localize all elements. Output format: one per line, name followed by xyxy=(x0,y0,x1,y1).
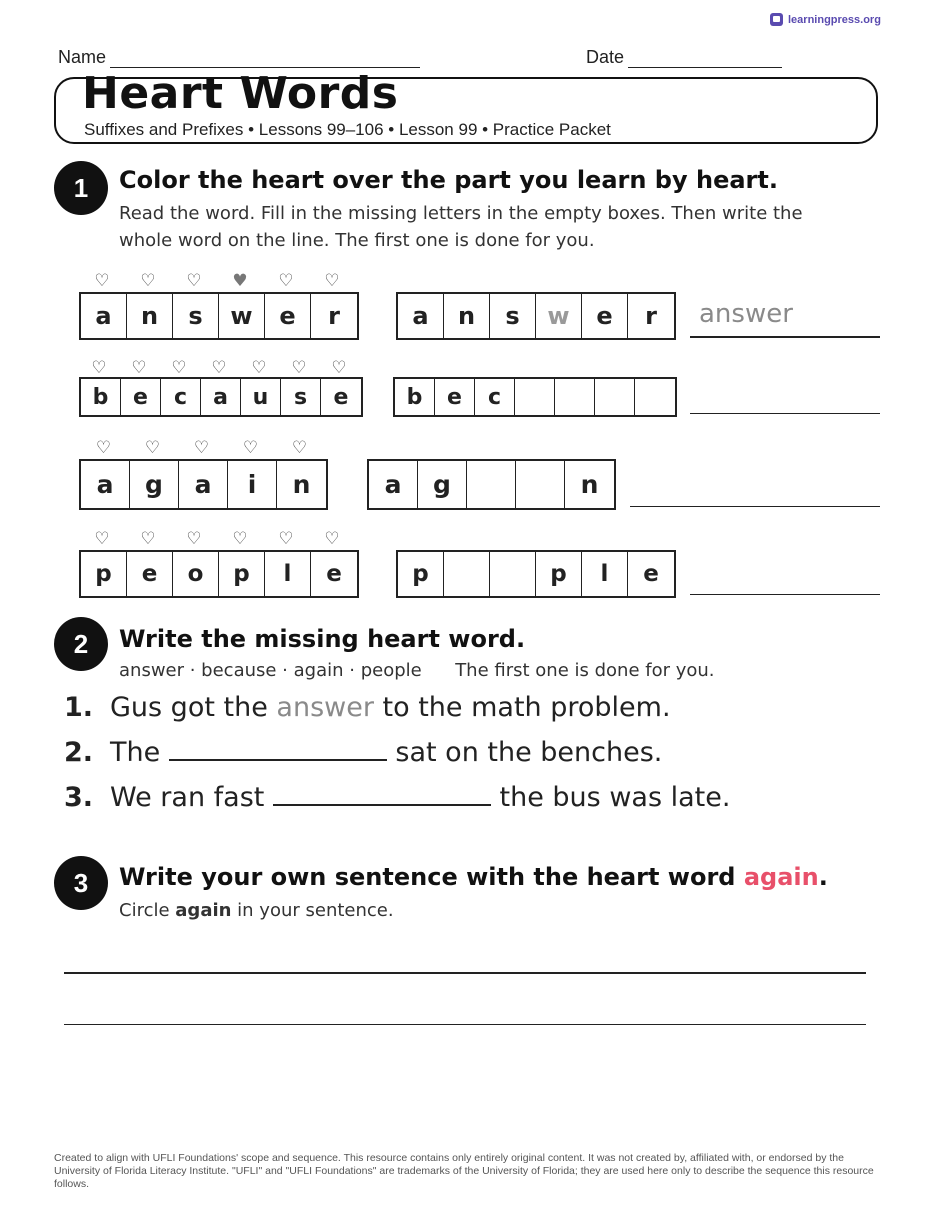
sentence-2 xyxy=(64,737,662,768)
letter-box: n xyxy=(292,470,311,499)
letter-box: a xyxy=(81,294,127,338)
word-letter-boxes xyxy=(79,292,359,340)
heart-icon[interactable]: ♡ xyxy=(211,358,227,378)
empty-letter-box[interactable] xyxy=(555,379,595,415)
section-1-instructions: Read the word. Fill in the missing letters in the empty boxes. Then write the whole word on the line. The first one is done for you. xyxy=(119,203,803,251)
heart-row xyxy=(79,272,355,290)
word-bank-words: answer · because · again · people xyxy=(119,660,422,681)
letter-box: a xyxy=(398,294,444,338)
word-letter-boxes xyxy=(79,377,363,417)
letter-box: e xyxy=(265,294,311,338)
letter-box: w xyxy=(536,294,582,338)
letter-box: r xyxy=(328,302,340,330)
heart-row xyxy=(79,439,324,457)
word-writing-line[interactable] xyxy=(690,594,880,595)
letter-box: a xyxy=(369,461,418,508)
letter-box: s xyxy=(490,294,536,338)
letter-box: w xyxy=(219,294,265,338)
name-line[interactable] xyxy=(110,51,420,68)
heart-icon[interactable]: ♡ xyxy=(94,271,110,291)
letter-box: s xyxy=(281,379,321,415)
heart-icon[interactable]: ♡ xyxy=(91,358,107,378)
filled-heart-icon[interactable]: ♥ xyxy=(232,271,248,291)
sentence-text: Gus got the xyxy=(110,692,277,723)
heart-icon[interactable]: ♡ xyxy=(291,358,307,378)
section-3-heading-end: . xyxy=(818,863,828,891)
heart-icon[interactable]: ♡ xyxy=(251,358,267,378)
letter-box: l xyxy=(582,552,628,596)
sentence-number: 1. xyxy=(64,692,94,723)
empty-letter-box[interactable] xyxy=(635,379,675,415)
brand-text: learningpress.org xyxy=(788,13,881,26)
word-bank xyxy=(119,660,715,681)
example-answer: answer xyxy=(699,299,793,329)
letter-box: p xyxy=(219,552,265,596)
section-3-number: 3 xyxy=(54,856,108,910)
heart-icon[interactable]: ♡ xyxy=(131,358,147,378)
sentence-text: We ran fast xyxy=(110,782,273,813)
page-title: Heart Words xyxy=(82,68,399,119)
word-writing-line[interactable] xyxy=(690,413,880,414)
name-field[interactable] xyxy=(58,47,420,68)
empty-letter-box[interactable] xyxy=(490,552,536,596)
heart-icon[interactable]: ♡ xyxy=(186,271,202,291)
section-1-heading: Color the heart over the part you learn by heart. xyxy=(119,166,778,194)
letter-box: o xyxy=(173,552,219,596)
letter-box: i xyxy=(228,461,277,508)
sentence-text: The xyxy=(110,737,169,768)
letter-box: e xyxy=(127,552,173,596)
section-3-instr-word: again xyxy=(175,900,232,921)
fill-in-letter-boxes xyxy=(396,292,676,340)
heart-icon[interactable]: ♡ xyxy=(186,529,202,549)
heart-icon[interactable]: ♡ xyxy=(232,529,248,549)
heart-icon[interactable]: ♡ xyxy=(331,358,347,378)
word-writing-line[interactable] xyxy=(690,336,880,338)
section-3-instr-text: Circle xyxy=(119,900,176,921)
section-3-instr-end: in your sentence. xyxy=(231,900,394,921)
heart-icon[interactable]: ♡ xyxy=(144,438,161,458)
sentence-number: 3. xyxy=(64,782,94,813)
letter-box: g xyxy=(130,461,179,508)
heart-icon[interactable]: ♡ xyxy=(193,438,210,458)
date-field[interactable] xyxy=(586,47,782,68)
letter-box: r xyxy=(645,302,657,330)
sentence-text: to the math problem. xyxy=(373,692,671,723)
section-3-heading xyxy=(119,863,828,891)
section-3-heart-word: again xyxy=(743,863,819,891)
heart-icon[interactable]: ♡ xyxy=(94,529,110,549)
letter-box: e xyxy=(643,561,659,587)
letter-box: g xyxy=(418,461,467,508)
section-1-number: 1 xyxy=(54,161,108,215)
name-label: Name xyxy=(58,47,107,67)
letter-box: e xyxy=(326,561,342,587)
footer-disclaimer: Created to align with UFLI Foundations' scope and sequence. This resource contains only entirely original content. It was not created by, affiliated with, or endorsed by the University of Florida Literacy Institute. "UFLI" and "UFLI Foundations" are trademarks of the University of Florida; they are used here only to describe the sequence this resource follows. xyxy=(54,1152,874,1190)
letter-box: c xyxy=(475,379,515,415)
letter-box: a xyxy=(201,379,241,415)
heart-row xyxy=(79,530,355,548)
page-subtitle: Suffixes and Prefixes • Lessons 99–106 • Lesson 99 • Practice Packet xyxy=(84,120,611,139)
heart-row xyxy=(79,359,359,377)
empty-letter-box[interactable] xyxy=(515,379,555,415)
letter-box: a xyxy=(179,461,228,508)
letter-box: u xyxy=(241,379,281,415)
sentence-answer: answer xyxy=(276,692,374,723)
sentence-number: 2. xyxy=(64,737,94,768)
heart-icon[interactable]: ♡ xyxy=(95,438,112,458)
empty-letter-box[interactable] xyxy=(516,461,565,508)
answer-blank[interactable] xyxy=(273,782,491,806)
answer-blank[interactable] xyxy=(169,737,387,761)
heart-icon[interactable]: ♡ xyxy=(171,358,187,378)
heart-icon[interactable]: ♡ xyxy=(324,271,340,291)
date-line[interactable] xyxy=(628,51,782,68)
section-3-heading-text: Write your own sentence with the heart word xyxy=(119,863,744,891)
empty-letter-box[interactable] xyxy=(467,461,516,508)
empty-letter-box[interactable] xyxy=(595,379,635,415)
word-letter-boxes xyxy=(79,459,328,510)
letter-box: e xyxy=(121,379,161,415)
letter-box: e xyxy=(582,294,628,338)
section-2-heading: Write the missing heart word. xyxy=(119,625,526,653)
heart-icon[interactable]: ♡ xyxy=(291,438,308,458)
fill-in-letter-boxes xyxy=(393,377,677,417)
heart-icon[interactable]: ♡ xyxy=(140,271,156,291)
sentence-writing-line[interactable] xyxy=(64,1024,866,1025)
sentence-1 xyxy=(64,692,671,723)
heart-icon[interactable]: ♡ xyxy=(242,438,259,458)
letter-box: b xyxy=(395,379,435,415)
letter-box: b xyxy=(81,379,121,415)
letter-box: s xyxy=(173,294,219,338)
sentence-text: the bus was late. xyxy=(490,782,731,813)
brand-icon xyxy=(770,13,783,26)
letter-box: p xyxy=(536,552,582,596)
letter-box: n xyxy=(580,470,599,499)
sentence-3 xyxy=(64,782,730,813)
section-3-instructions xyxy=(119,897,394,924)
brand-logo xyxy=(770,13,881,26)
fill-in-letter-boxes xyxy=(367,459,616,510)
heart-icon[interactable]: ♡ xyxy=(324,529,340,549)
letter-box: n xyxy=(127,294,173,338)
heart-icon[interactable]: ♡ xyxy=(140,529,156,549)
letter-box: p xyxy=(81,552,127,596)
heart-icon[interactable]: ♡ xyxy=(278,529,294,549)
section-2-number: 2 xyxy=(54,617,108,671)
date-label: Date xyxy=(586,47,625,67)
letter-box: e xyxy=(333,384,349,410)
word-letter-boxes xyxy=(79,550,359,598)
letter-box: p xyxy=(398,552,444,596)
word-writing-line[interactable] xyxy=(630,506,880,507)
letter-box: c xyxy=(161,379,201,415)
heart-icon[interactable]: ♡ xyxy=(278,271,294,291)
letter-box: l xyxy=(265,552,311,596)
fill-in-letter-boxes xyxy=(396,550,676,598)
sentence-writing-line[interactable] xyxy=(64,972,866,974)
sentence-text: sat on the benches. xyxy=(386,737,663,768)
empty-letter-box[interactable] xyxy=(444,552,490,596)
letter-box: n xyxy=(444,294,490,338)
word-bank-note: The first one is done for you. xyxy=(455,660,715,681)
letter-box: a xyxy=(81,461,130,508)
letter-box: e xyxy=(435,379,475,415)
